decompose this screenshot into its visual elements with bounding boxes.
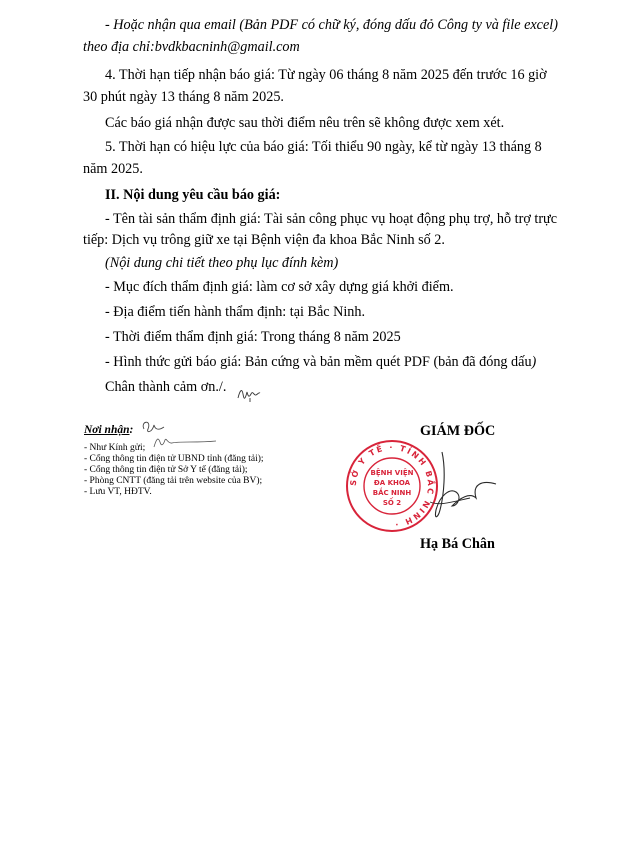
section2-heading: II. Nội dung yêu cầu báo giá:	[105, 187, 281, 203]
svg-text:ĐA KHOA: ĐA KHOA	[373, 479, 411, 487]
initial-signature-mark	[236, 386, 262, 404]
recipient-item-4: - Phòng CNTT (đăng tải trên website của BV);	[84, 476, 263, 486]
purpose-line: - Mục đích thẩm định giá: làm cơ sở xây dựng giá khởi điểm.	[105, 279, 454, 295]
item5-line-1: 5. Thời hạn có hiệu lực của báo giá: Tối thiểu 90 ngày, kể từ ngày 13 tháng 8	[105, 139, 542, 155]
recipient-item-1: - Như Kính gửi;	[84, 443, 146, 453]
thanks-line: Chân thành cảm ơn./.	[105, 379, 227, 395]
signatory-title: GIÁM ĐỐC	[420, 423, 496, 439]
recipients-heading-line	[84, 423, 133, 437]
svg-text:BẮC NINH: BẮC NINH	[372, 489, 412, 497]
signatory-name: Hạ Bá Chân	[420, 536, 495, 552]
item4-line-2: 30 phút ngày 13 tháng 8 năm 2025.	[83, 89, 284, 105]
email-prefix: theo địa chỉ:	[83, 39, 155, 55]
email-line-1: - Hoặc nhận qua email (Bản PDF có chữ ký, đóng dấu đỏ Công ty và file excel)	[105, 17, 558, 33]
asset-line-2: tiếp: Dịch vụ trông giữ xe tại Bệnh viện đa khoa Bắc Ninh số 2.	[83, 232, 445, 248]
form-line	[105, 351, 536, 373]
svg-text:SỐ 2: SỐ 2	[382, 499, 402, 507]
timing-line: - Thời điểm thẩm định giá: Trong tháng 8 năm 2025	[105, 329, 401, 345]
appendix-note: (Nội dung chi tiết theo phụ lục đính kèm)	[105, 255, 339, 271]
svg-text:SỞ Y TẾ · TỈNH BẮC NINH ·: SỞ Y TẾ · TỈNH BẮC NINH ·	[348, 442, 436, 530]
recipient-signature-mark	[150, 434, 220, 452]
item5-line-2: năm 2025.	[83, 161, 143, 177]
late-notice: Các báo giá nhận được sau thời điểm nêu trên sẽ không được xem xét.	[105, 115, 505, 131]
email-line-2	[83, 36, 300, 58]
recipient-item-5: - Lưu VT, HĐTV.	[84, 487, 152, 497]
recipient-item-2: - Cổng thông tin điện tử UBND tỉnh (đăng tải);	[84, 454, 264, 464]
director-signature	[400, 440, 510, 530]
email-address: bvdkbacninh@gmail.com	[154, 39, 300, 55]
recipients-colon: :	[129, 424, 134, 436]
form-suffix: )	[531, 354, 537, 370]
item4-line-1: 4. Thời hạn tiếp nhận báo giá: Từ ngày 06 tháng 8 năm 2025 đến trước 16 giờ	[105, 67, 547, 83]
form-text: - Hình thức gửi báo giá: Bản cứng và bản mềm quét PDF (bản đã đóng dấu	[105, 354, 532, 370]
location-line: - Địa điểm tiến hành thẩm định: tại Bắc Ninh.	[105, 304, 366, 320]
recipient-item-3: - Cổng thông tin điện tử Sở Y tế (đăng tải);	[84, 465, 248, 475]
asset-line-1: - Tên tài sản thẩm định giá: Tài sản công phục vụ hoạt động phụ trợ, hỗ trợ trực	[105, 211, 558, 227]
recipients-heading: Nơi nhận	[84, 424, 130, 436]
svg-text:BỆNH VIỆN: BỆNH VIỆN	[370, 469, 414, 477]
